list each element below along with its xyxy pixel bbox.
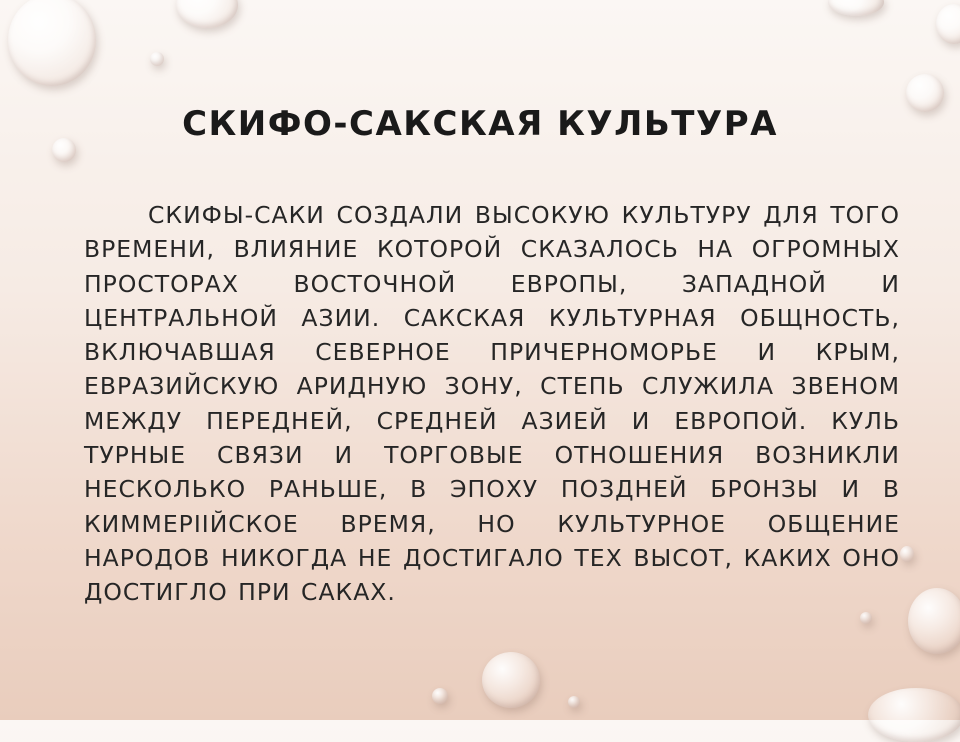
water-drop-decoration: [868, 688, 960, 742]
slide-title: СКИФО-САКСКАЯ КУЛЬТУРА: [182, 104, 778, 144]
water-drop-decoration: [150, 52, 164, 66]
body-paragraph: СКИФЫ-САКИ СОЗДАЛИ ВЫСОКУЮ КУЛЬТУРУ ДЛЯ ТОГО ВРЕМЕНИ, ВЛИЯНИЕ КОТОРОЙ СКАЗАЛОСЬ НА ОГРОМНЫХ ПРОСТОРАХ ВОСТОЧНОЙ ЕВРОПЫ, ЗАПАДНОЙ И ЦЕНТРАЛЬНОЙ АЗИИ. САКСКАЯ КУЛЬТУРНАЯ ОБЩНОСТЬ, ВКЛЮЧАВШАЯ СЕВЕРНОЕ ПРИЧЕРНОМОРЬЕ И КРЫМ, ЕВРАЗИЙСКУЮ АРИДНУЮ ЗОНУ, СТЕПЬ СЛУЖИЛА ЗВЕНОМ МЕЖДУ ПЕРЕДНЕЙ, СРЕДНЕЙ АЗИЕЙ И ЕВРОПОЙ. КУЛЬ ТУРНЫЕ СВЯЗИ И ТОРГОВЫЕ ОТНОШЕНИЯ ВОЗНИКЛИ НЕСКОЛЬКО РАНЬШЕ, В ЭПОХУ ПОЗДНЕЙ БРОНЗЫ И В КИММЕРIIЙСКОЕ ВРЕМЯ, НО КУЛЬТУРНОЕ ОБЩЕНИЕ НАРОДОВ НИКОГДА НЕ ДОСТИГАЛО ТЕХ ВЫСОТ, КАКИХ ОНО ДОСТИГЛО ПРИ САКАХ.: [84, 201, 900, 607]
water-drop-decoration: [482, 652, 540, 708]
water-drop-decoration: [860, 612, 872, 624]
water-drop-decoration: [828, 0, 884, 16]
water-drop-decoration: [8, 0, 96, 86]
water-drop-decoration: [176, 0, 238, 28]
water-drop-decoration: [908, 588, 960, 654]
water-drop-decoration: [432, 688, 448, 704]
slide-body: [84, 198, 900, 610]
water-drop-decoration: [900, 546, 914, 562]
water-drop-decoration: [568, 696, 580, 708]
water-drop-decoration: [936, 4, 960, 44]
